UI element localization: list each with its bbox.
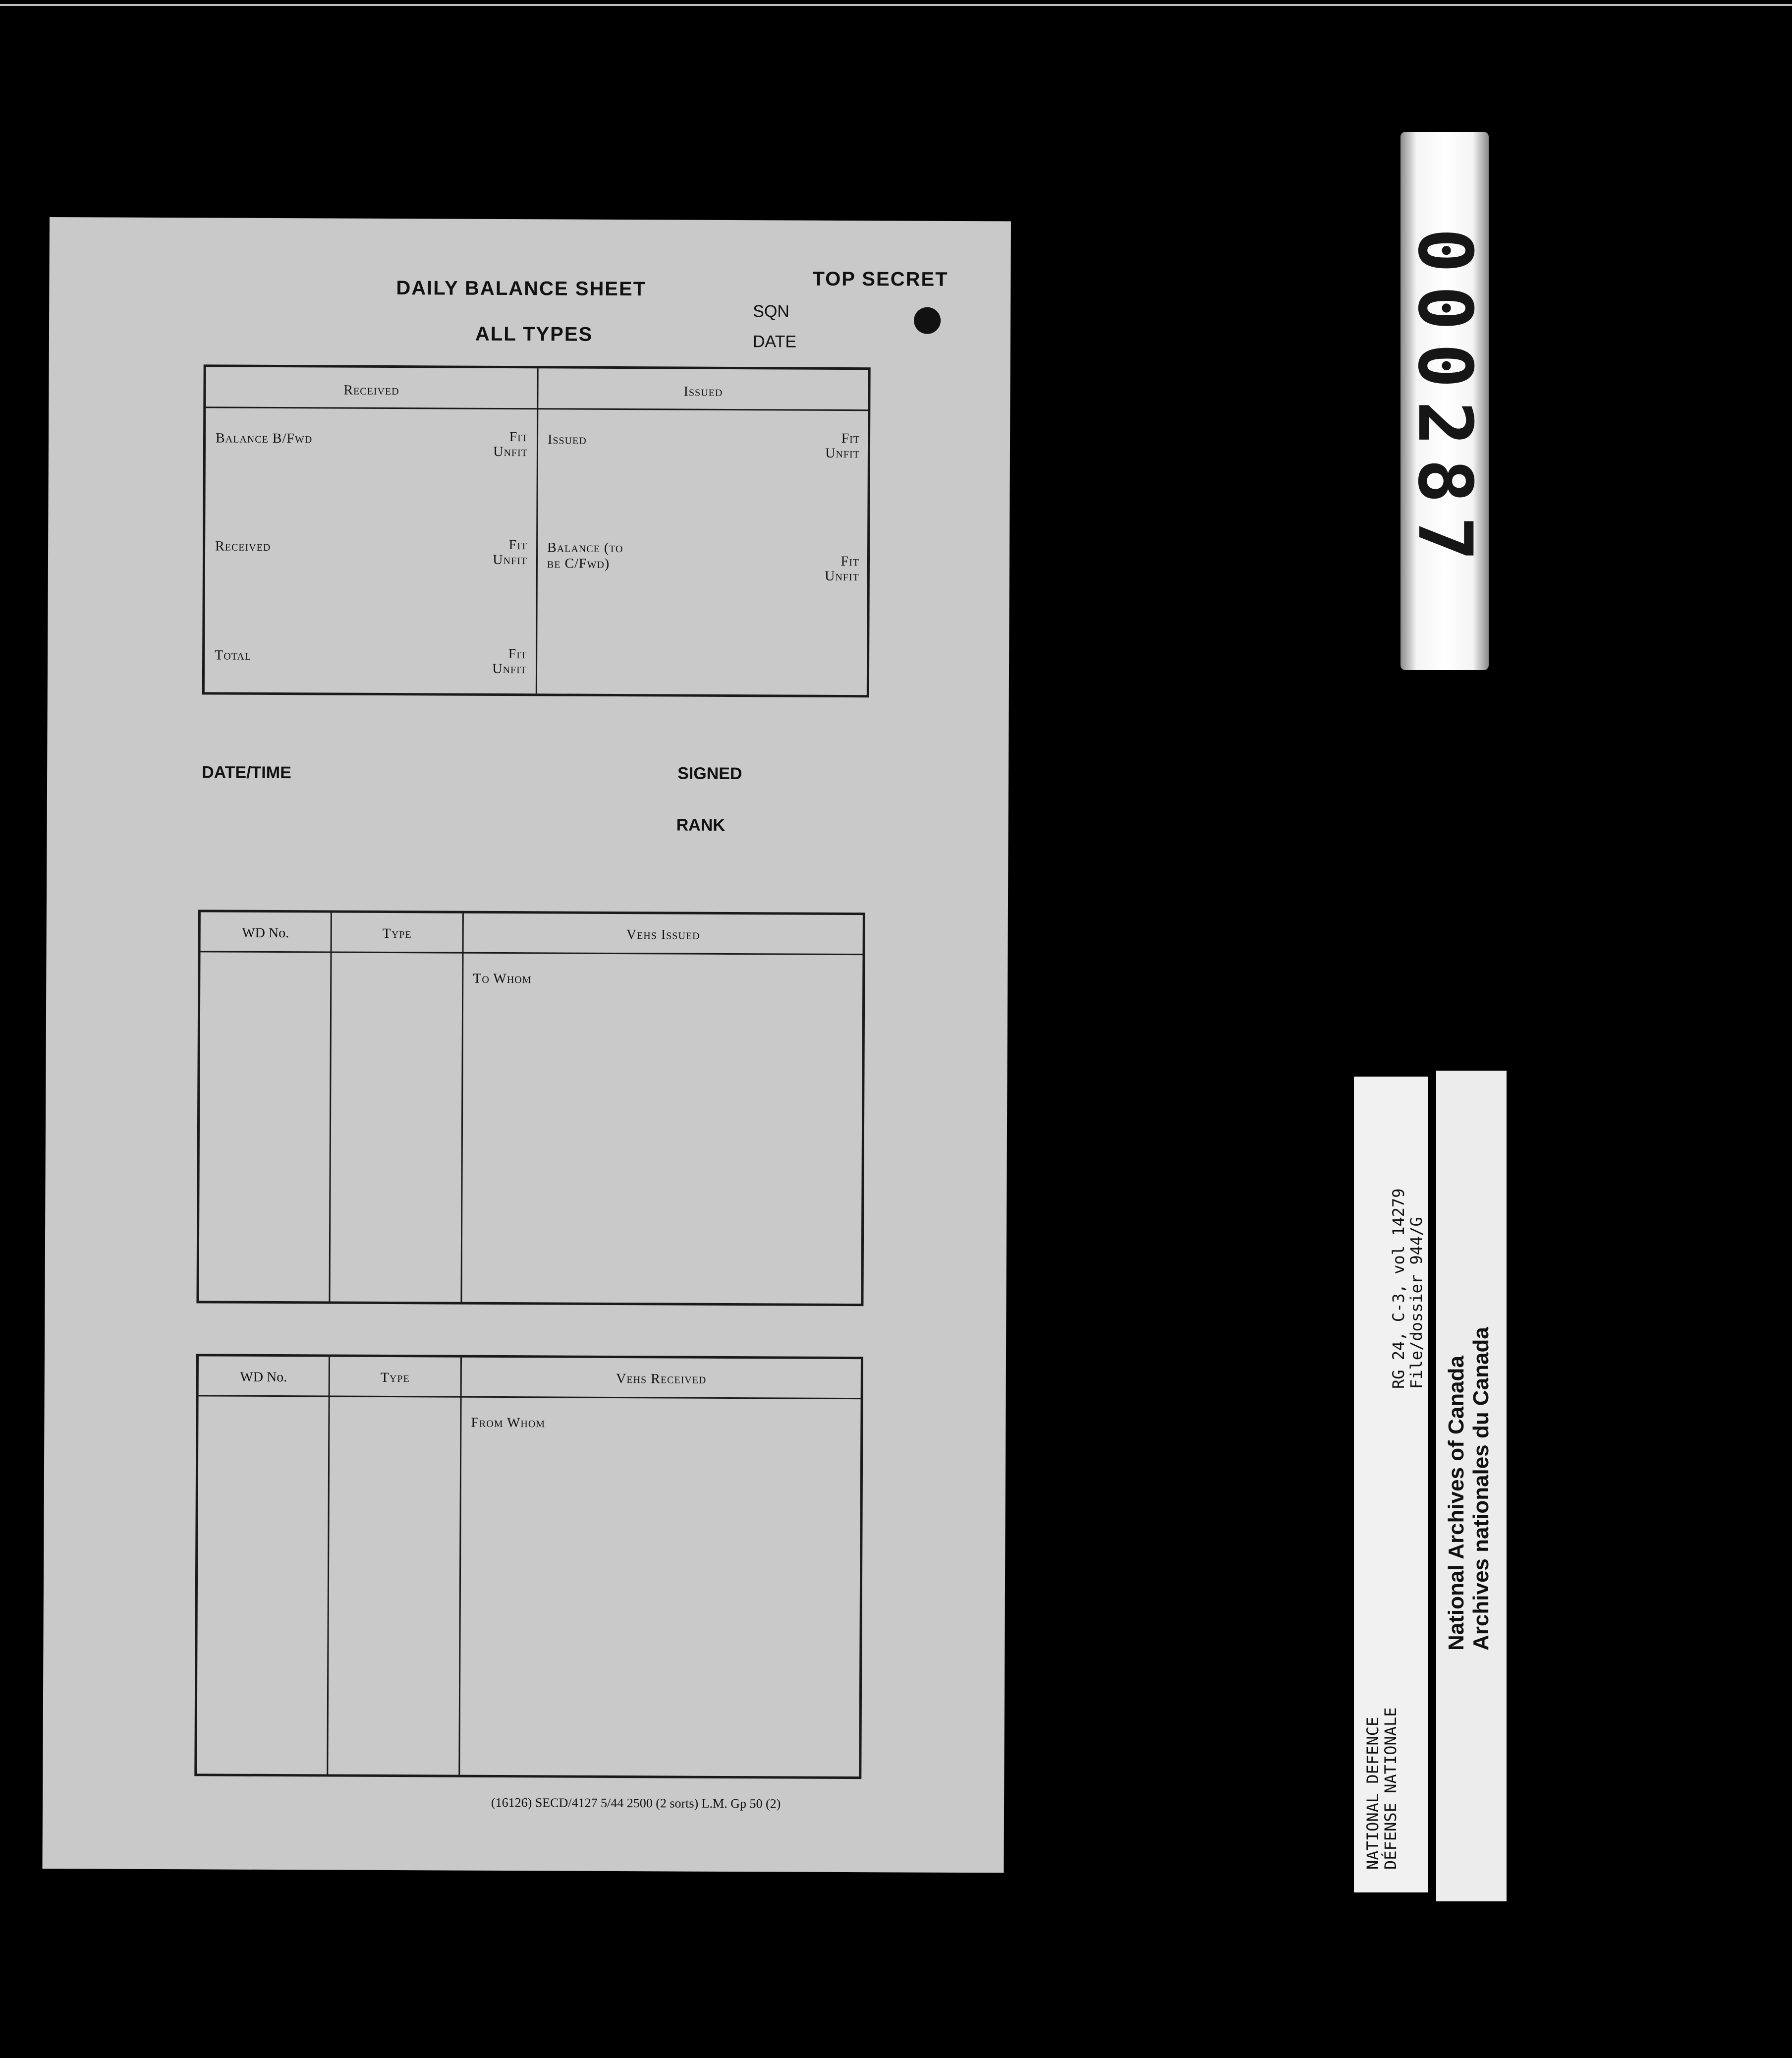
national-archives-label [1436,1071,1507,1901]
table-header-divider [201,951,863,955]
balance-sheet-document [42,217,1011,1873]
to-whom-label: To Whom [473,971,532,987]
department-fr: DÉFENSE NATIONALE [1381,1707,1400,1870]
fit-unfit-pair [463,538,527,568]
vehicles-issued-table [196,910,865,1306]
date-time-label: DATE/TIME [202,763,291,783]
fit-label: Fit [508,646,527,662]
balance-box [202,364,871,697]
column-divider [460,914,463,1302]
unfit-label: Unfit [493,444,528,460]
fit-unfit-pair [795,431,860,461]
reel-number-strip [1400,132,1489,670]
fit-unfit-pair [463,430,528,460]
balance-column-divider [536,368,539,693]
archives-name-fr: Archives nationales du Canada [1469,1327,1493,1651]
archives-name [1444,1327,1494,1651]
balance-cfwd-label [547,540,623,572]
balance-cfwd-line1: Balance (to [547,540,623,556]
fit-label: Fit [841,430,860,447]
fit-unfit-pair [462,647,527,677]
archive-reference [1390,1188,1425,1389]
column-divider [329,913,332,1301]
signed-label: SIGNED [677,764,742,784]
wd-no-header: WD No. [240,1369,287,1385]
wd-no-header: WD No. [242,925,289,941]
issued-label: Issued [547,432,587,448]
fit-label: Fit [508,537,528,553]
balance-bfwd-label: Balance B/Fwd [215,430,313,447]
total-label: Total [215,647,252,663]
from-whom-label: From Whom [471,1415,546,1431]
archives-name-en: National Archives of Canada [1444,1356,1468,1651]
vehicles-received-table [194,1354,863,1779]
vehs-issued-header: Vehs Issued [626,927,700,943]
vehs-received-header: Vehs Received [616,1371,707,1387]
reel-number: 000287 [1401,228,1488,574]
balance-cfwd-line2: be C/Fwd) [547,556,610,572]
unfit-label: Unfit [825,445,860,461]
fit-unfit-pair [795,554,859,584]
unfit-label: Unfit [493,552,528,568]
department-en: NATIONAL DEFENCE [1363,1716,1382,1870]
issued-header: Issued [683,384,723,400]
fit-label: Fit [840,553,860,570]
received-label: Received [215,538,271,554]
rank-label: RANK [676,815,725,835]
unfit-label: Unfit [492,661,527,677]
received-header: Received [343,382,399,399]
fit-label: Fit [509,429,528,445]
archive-reference-line2: File/dossier 944/G [1407,1217,1426,1389]
sheet-title: DAILY BALANCE SHEET [396,277,647,300]
date-label: DATE [752,332,797,351]
column-divider [458,1358,462,1775]
classification-stamp: TOP SECRET [812,268,949,290]
unfit-label: Unfit [825,568,859,584]
type-header: Type [382,925,412,942]
table-header-divider [199,1395,861,1399]
department-reference-label [1354,1077,1428,1892]
sqn-label: SQN [753,302,789,321]
department-name [1364,1707,1400,1870]
type-header: Type [380,1370,410,1386]
sheet-subtitle: ALL TYPES [475,323,593,345]
scan-top-edge [0,4,1792,6]
punch-hole-mark [914,307,941,334]
column-divider [327,1357,330,1774]
archive-reference-line1: RG 24, C-3, vol 14279 [1389,1188,1408,1389]
form-footer-code: (16126) SECD/4127 5/44 2500 (2 sorts) L.M. Gp 50 (2) [491,1795,781,1811]
